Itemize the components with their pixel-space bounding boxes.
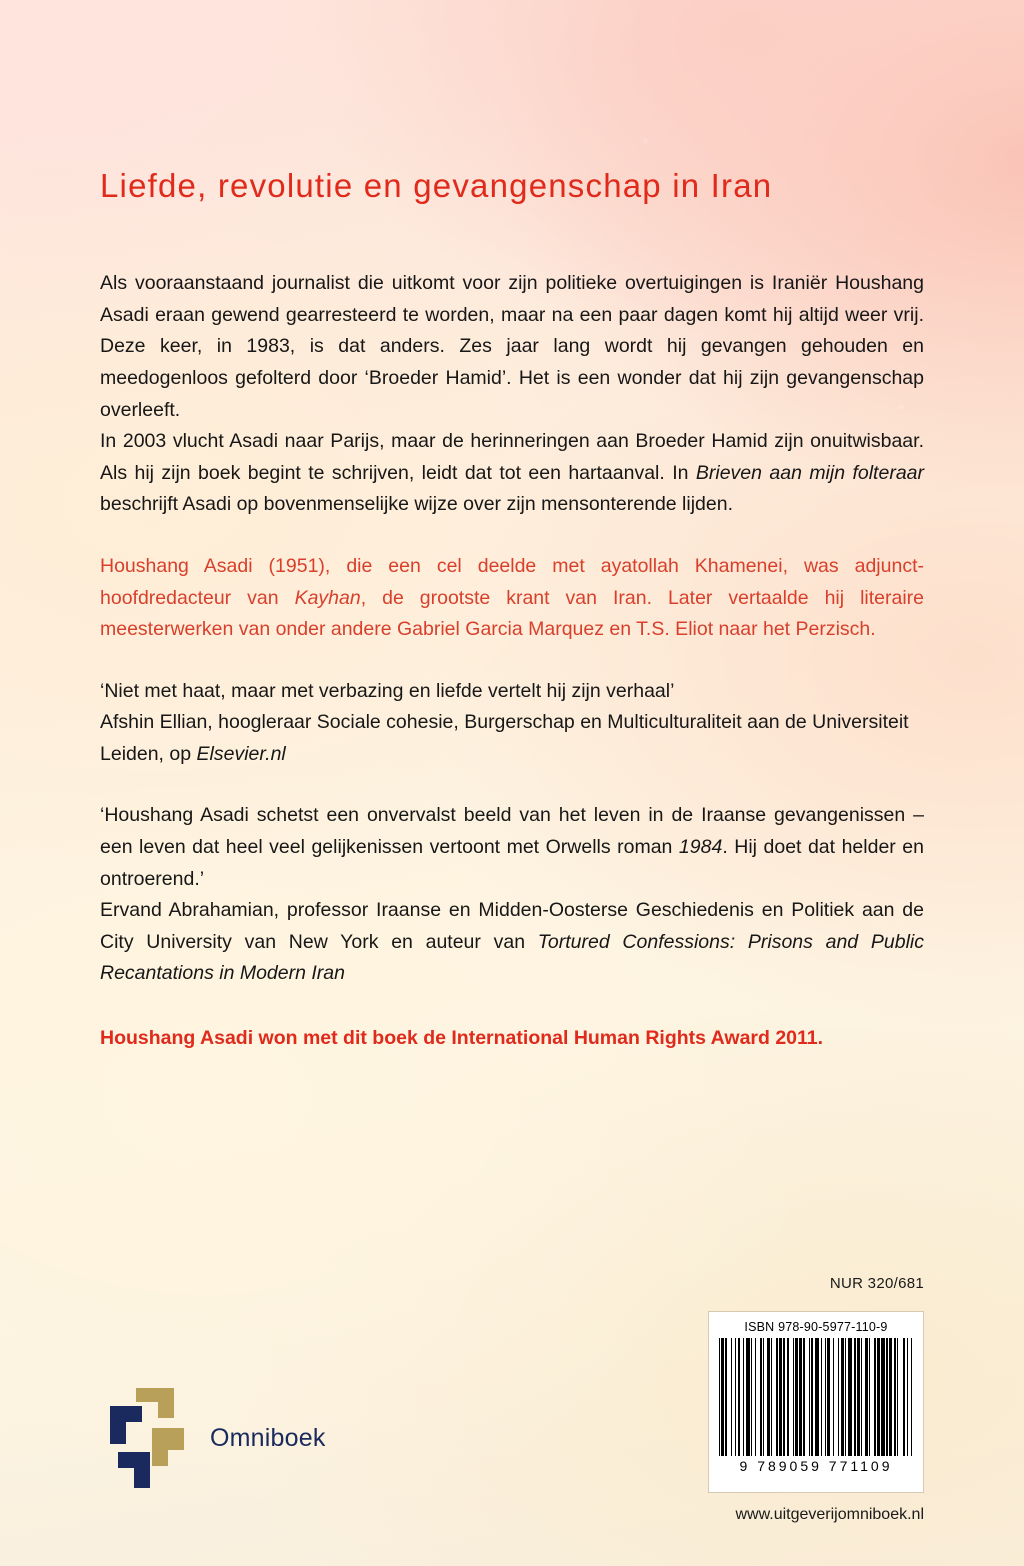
barcode bbox=[708, 1311, 924, 1493]
review-quote-1 bbox=[100, 676, 924, 771]
review-quote-1-attribution bbox=[100, 707, 924, 770]
publisher-website: www.uitgeverijomniboek.nl bbox=[735, 1506, 924, 1523]
review-2-text-part-a: ‘Houshang Asadi schetst een onvervalst beeld van het leven in de Iraanse gevangenissen – een leven dat heel veel gelijkenissen vertoont met Orwells roman bbox=[100, 804, 924, 858]
blurb-p2-part-b: beschrijft Asadi op bovenmenselijke wijze over zijn mensonterende lijden. bbox=[100, 493, 734, 516]
logo-shapes bbox=[106, 1388, 188, 1488]
review-1-attrib-part-a: Afshin Ellian, hoogleraar Sociale cohesie, Burgerschap en Multiculturaliteit aan de Universiteit Leiden, op bbox=[100, 711, 909, 765]
orwell-title-italic: 1984 bbox=[678, 835, 723, 858]
isbn-label: ISBN 978-90-5977-110-9 bbox=[744, 1320, 888, 1334]
author-bio-part-b: , de grootste krant van Iran. Later vertaalde hij literaire meesterwerken van onder andere Gabriel Garcia Marquez en T.S. Eliot naar het Perzisch. bbox=[100, 586, 925, 641]
review-quote-2-text bbox=[100, 800, 924, 895]
barcode-bars bbox=[719, 1338, 913, 1456]
book-title-italic: Brieven aan mijn folteraar bbox=[695, 461, 924, 484]
review-quote-1-text: ‘Niet met haat, maar met verbazing en liefde vertelt hij zijn verhaal’ bbox=[100, 679, 675, 702]
author-bio-part-a: Houshang Asadi (1951), die een cel deelde met ayatollah Khamenei, was adjunct-hoofdredacteur van bbox=[100, 554, 924, 609]
barcode-digits: 9 789059 771109 bbox=[739, 1458, 893, 1474]
award-statement: Houshang Asadi won met dit boek de International Human Rights Award 2011. bbox=[100, 1026, 824, 1049]
author-biography bbox=[100, 551, 924, 646]
review-2-attrib-part-a: Ervand Abrahamian, professor Iraanse en Midden-Oosterse Geschiedenis en Politiek aan de City University van New York en auteur van bbox=[100, 899, 924, 953]
page-title: Liefde, revolutie en gevangenschap in Iran bbox=[100, 167, 773, 204]
blurb-p2-part-a: In 2003 vlucht Asadi naar Parijs, maar de herinneringen aan Broeder Hamid zijn onuitwisbaar. Als hij zijn boek begint te schrijven, leidt dat tot een hartaanval. In bbox=[100, 430, 924, 484]
publisher-name: Omniboek bbox=[210, 1423, 326, 1452]
publisher-block bbox=[106, 1388, 326, 1488]
nur-code: NUR 320/681 bbox=[829, 1275, 924, 1292]
blurb-text bbox=[100, 268, 924, 521]
blurb-paragraph-1: Als vooraanstaand journalist die uitkomt voor zijn politieke overtuigingen is Iraniër Houshang Asadi eraan gewend gearresteerd te worden, maar na een paar dagen komt hij altijd weer vrij. Deze keer, in 1983, is dat anders. Zes jaar lang wordt hij gevangen gehouden en meedogenloos gefolterd door ‘Broeder Hamid’. Het is een wonder dat hij zijn gevangenschap overleeft. bbox=[100, 272, 924, 421]
newspaper-name-italic: Kayhan bbox=[294, 586, 361, 609]
review-2-text-part-b: . Hij doet dat helder en ontroerend.’ bbox=[100, 835, 924, 890]
review-quote-2-attribution bbox=[100, 895, 924, 990]
review-1-source-italic: Elsevier.nl bbox=[196, 742, 286, 765]
blurb-paragraph-2 bbox=[100, 426, 924, 521]
review-quote-2 bbox=[100, 800, 924, 989]
author-bio-paragraph bbox=[100, 551, 924, 646]
omniboek-logo-icon bbox=[106, 1388, 188, 1488]
review-2-book-italic: Tortured Confessions: Prisons and Public Recantations in Modern Iran bbox=[100, 930, 924, 985]
